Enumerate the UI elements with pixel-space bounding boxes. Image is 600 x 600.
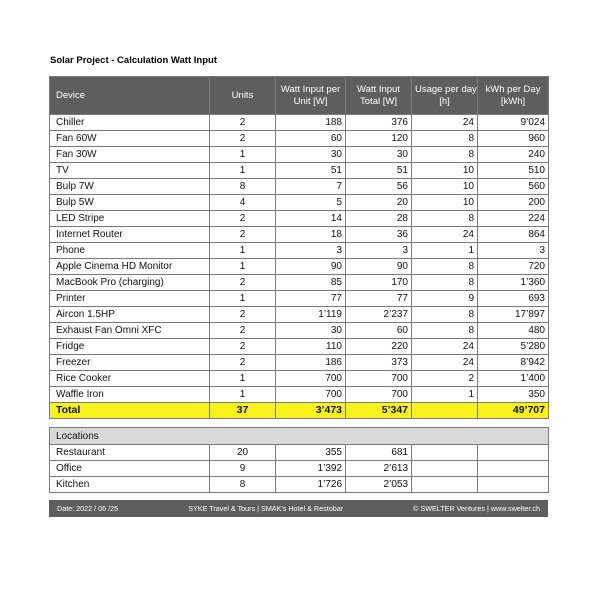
cell-kwh: 200 <box>478 195 549 211</box>
cell-usage: 8 <box>412 323 478 339</box>
cell-units: 2 <box>210 323 276 339</box>
cell-watt-unit: 30 <box>276 147 346 163</box>
header-device: Device <box>50 77 210 115</box>
table-row <box>50 195 549 211</box>
cell-watt-total: 36 <box>346 227 412 243</box>
cell-device: TV <box>50 163 210 179</box>
cell-kwh: 1’360 <box>478 275 549 291</box>
cell-units: 8 <box>210 179 276 195</box>
cell-watt-unit: 188 <box>276 115 346 131</box>
location-watt-total: 681 <box>346 445 412 461</box>
cell-units: 1 <box>210 291 276 307</box>
cell-kwh: 3 <box>478 243 549 259</box>
footer-company: SYKE Travel & Tours | SMAK's Hotel & Restobar <box>188 504 344 513</box>
cell-device: Waffle Iron <box>50 387 210 403</box>
location-name: Office <box>50 461 210 477</box>
cell-device: Freezer <box>50 355 210 371</box>
table-row <box>50 163 549 179</box>
cell-watt-unit: 7 <box>276 179 346 195</box>
cell-usage: 8 <box>412 147 478 163</box>
cell-watt-total: 90 <box>346 259 412 275</box>
cell-kwh: 224 <box>478 211 549 227</box>
table-row <box>50 227 549 243</box>
cell-units: 1 <box>210 147 276 163</box>
cell-watt-unit: 51 <box>276 163 346 179</box>
cell-device: Bulp 5W <box>50 195 210 211</box>
cell-usage: 8 <box>412 259 478 275</box>
cell-watt-unit: 5 <box>276 195 346 211</box>
total-watt-unit: 3’473 <box>276 403 346 419</box>
cell-kwh: 1’400 <box>478 371 549 387</box>
cell-device: Fan 30W <box>50 147 210 163</box>
table-row <box>50 179 549 195</box>
total-kwh: 49’707 <box>478 403 549 419</box>
cell-device: LED Stripe <box>50 211 210 227</box>
cell-usage: 10 <box>412 163 478 179</box>
footer-copyright: © SWELTER Ventures | www.swelter.ch <box>413 504 540 513</box>
cell-device: Chiller <box>50 115 210 131</box>
cell-usage: 24 <box>412 355 478 371</box>
cell-device: Fridge <box>50 339 210 355</box>
header-watt-total: Watt Input Total [W] <box>346 77 412 115</box>
cell-watt-unit: 110 <box>276 339 346 355</box>
cell-watt-total: 28 <box>346 211 412 227</box>
cell-kwh: 480 <box>478 323 549 339</box>
cell-watt-total: 3 <box>346 243 412 259</box>
location-watt-unit: 355 <box>276 445 346 461</box>
location-watt-total: 2’613 <box>346 461 412 477</box>
cell-watt-unit: 1’119 <box>276 307 346 323</box>
cell-kwh: 240 <box>478 147 549 163</box>
table-row <box>50 211 549 227</box>
cell-watt-total: 51 <box>346 163 412 179</box>
header-units: Units <box>210 77 276 115</box>
cell-kwh: 864 <box>478 227 549 243</box>
cell-kwh: 560 <box>478 179 549 195</box>
cell-kwh: 720 <box>478 259 549 275</box>
cell-units: 1 <box>210 163 276 179</box>
cell-watt-total: 60 <box>346 323 412 339</box>
cell-watt-total: 373 <box>346 355 412 371</box>
cell-watt-unit: 85 <box>276 275 346 291</box>
locations-header-row <box>50 428 549 445</box>
header-usage: Usage per day [h] <box>412 77 478 115</box>
location-row <box>50 477 549 493</box>
total-usage <box>412 403 478 419</box>
location-name: Kitchen <box>50 477 210 493</box>
cell-watt-total: 2’237 <box>346 307 412 323</box>
table-row <box>50 323 549 339</box>
cell-units: 2 <box>210 227 276 243</box>
cell-usage: 10 <box>412 195 478 211</box>
total-row <box>50 403 549 419</box>
cell-units: 2 <box>210 307 276 323</box>
cell-usage: 24 <box>412 227 478 243</box>
cell-watt-unit: 18 <box>276 227 346 243</box>
cell-units: 1 <box>210 243 276 259</box>
cell-units: 2 <box>210 355 276 371</box>
cell-watt-unit: 30 <box>276 323 346 339</box>
cell-kwh: 960 <box>478 131 549 147</box>
location-watt-unit: 1’392 <box>276 461 346 477</box>
location-units: 9 <box>210 461 276 477</box>
cell-watt-unit: 700 <box>276 387 346 403</box>
cell-usage: 9 <box>412 291 478 307</box>
cell-watt-total: 220 <box>346 339 412 355</box>
total-label: Total <box>50 403 210 419</box>
cell-watt-unit: 60 <box>276 131 346 147</box>
document-title: Solar Project - Calculation Watt Input <box>50 55 217 66</box>
header-kwh: kWh per Day [kWh] <box>478 77 549 115</box>
location-empty-cell <box>412 477 478 493</box>
cell-usage: 8 <box>412 131 478 147</box>
cell-device: Phone <box>50 243 210 259</box>
cell-units: 2 <box>210 339 276 355</box>
cell-watt-unit: 700 <box>276 371 346 387</box>
table-row <box>50 371 549 387</box>
cell-watt-unit: 14 <box>276 211 346 227</box>
location-empty-cell <box>478 461 549 477</box>
cell-device: Printer <box>50 291 210 307</box>
cell-kwh: 5’280 <box>478 339 549 355</box>
cell-kwh: 693 <box>478 291 549 307</box>
cell-kwh: 350 <box>478 387 549 403</box>
cell-units: 2 <box>210 211 276 227</box>
cell-usage: 10 <box>412 179 478 195</box>
cell-watt-unit: 90 <box>276 259 346 275</box>
cell-kwh: 9’024 <box>478 115 549 131</box>
cell-watt-unit: 77 <box>276 291 346 307</box>
cell-units: 2 <box>210 115 276 131</box>
locations-header: Locations <box>50 428 549 445</box>
cell-usage: 24 <box>412 115 478 131</box>
cell-units: 2 <box>210 275 276 291</box>
location-empty-cell <box>412 461 478 477</box>
total-watt-total: 5’347 <box>346 403 412 419</box>
locations-table <box>49 427 549 493</box>
location-units: 8 <box>210 477 276 493</box>
cell-device: MacBook Pro (charging) <box>50 275 210 291</box>
cell-units: 1 <box>210 371 276 387</box>
cell-usage: 2 <box>412 371 478 387</box>
cell-units: 4 <box>210 195 276 211</box>
cell-units: 2 <box>210 131 276 147</box>
table-row <box>50 275 549 291</box>
table-row <box>50 291 549 307</box>
table-row <box>50 307 549 323</box>
location-empty-cell <box>478 445 549 461</box>
cell-kwh: 17’897 <box>478 307 549 323</box>
table-header-row <box>50 77 549 115</box>
cell-usage: 1 <box>412 243 478 259</box>
cell-device: Apple Cinema HD Monitor <box>50 259 210 275</box>
watt-input-table <box>49 76 549 419</box>
cell-usage: 24 <box>412 339 478 355</box>
cell-watt-total: 77 <box>346 291 412 307</box>
location-watt-unit: 1’726 <box>276 477 346 493</box>
cell-units: 1 <box>210 387 276 403</box>
footer-date: Date: 2022 / 06 /25 <box>57 504 119 513</box>
table-row <box>50 259 549 275</box>
cell-watt-total: 20 <box>346 195 412 211</box>
cell-watt-unit: 3 <box>276 243 346 259</box>
table-row <box>50 147 549 163</box>
location-name: Restaurant <box>50 445 210 461</box>
table-row <box>50 243 549 259</box>
table-row <box>50 355 549 371</box>
cell-device: Fan 60W <box>50 131 210 147</box>
cell-kwh: 510 <box>478 163 549 179</box>
table-row <box>50 387 549 403</box>
header-watt-unit: Watt Input per Unit [W] <box>276 77 346 115</box>
cell-units: 1 <box>210 259 276 275</box>
cell-device: Bulp 7W <box>50 179 210 195</box>
location-empty-cell <box>412 445 478 461</box>
cell-usage: 8 <box>412 275 478 291</box>
cell-usage: 1 <box>412 387 478 403</box>
page-footer <box>49 500 548 517</box>
cell-watt-total: 30 <box>346 147 412 163</box>
cell-watt-unit: 186 <box>276 355 346 371</box>
location-empty-cell <box>478 477 549 493</box>
table-row <box>50 131 549 147</box>
total-units: 37 <box>210 403 276 419</box>
cell-watt-total: 700 <box>346 387 412 403</box>
table-row <box>50 339 549 355</box>
cell-watt-total: 56 <box>346 179 412 195</box>
cell-usage: 8 <box>412 211 478 227</box>
location-watt-total: 2’053 <box>346 477 412 493</box>
cell-watt-total: 170 <box>346 275 412 291</box>
cell-device: Aircon 1.5HP <box>50 307 210 323</box>
location-units: 20 <box>210 445 276 461</box>
table-row <box>50 115 549 131</box>
cell-kwh: 8’942 <box>478 355 549 371</box>
cell-watt-total: 120 <box>346 131 412 147</box>
cell-device: Exhaust Fan Omni XFC <box>50 323 210 339</box>
cell-watt-total: 376 <box>346 115 412 131</box>
cell-usage: 8 <box>412 307 478 323</box>
cell-device: Rice Cooker <box>50 371 210 387</box>
cell-watt-total: 700 <box>346 371 412 387</box>
location-row <box>50 445 549 461</box>
cell-device: Internet Router <box>50 227 210 243</box>
location-row <box>50 461 549 477</box>
